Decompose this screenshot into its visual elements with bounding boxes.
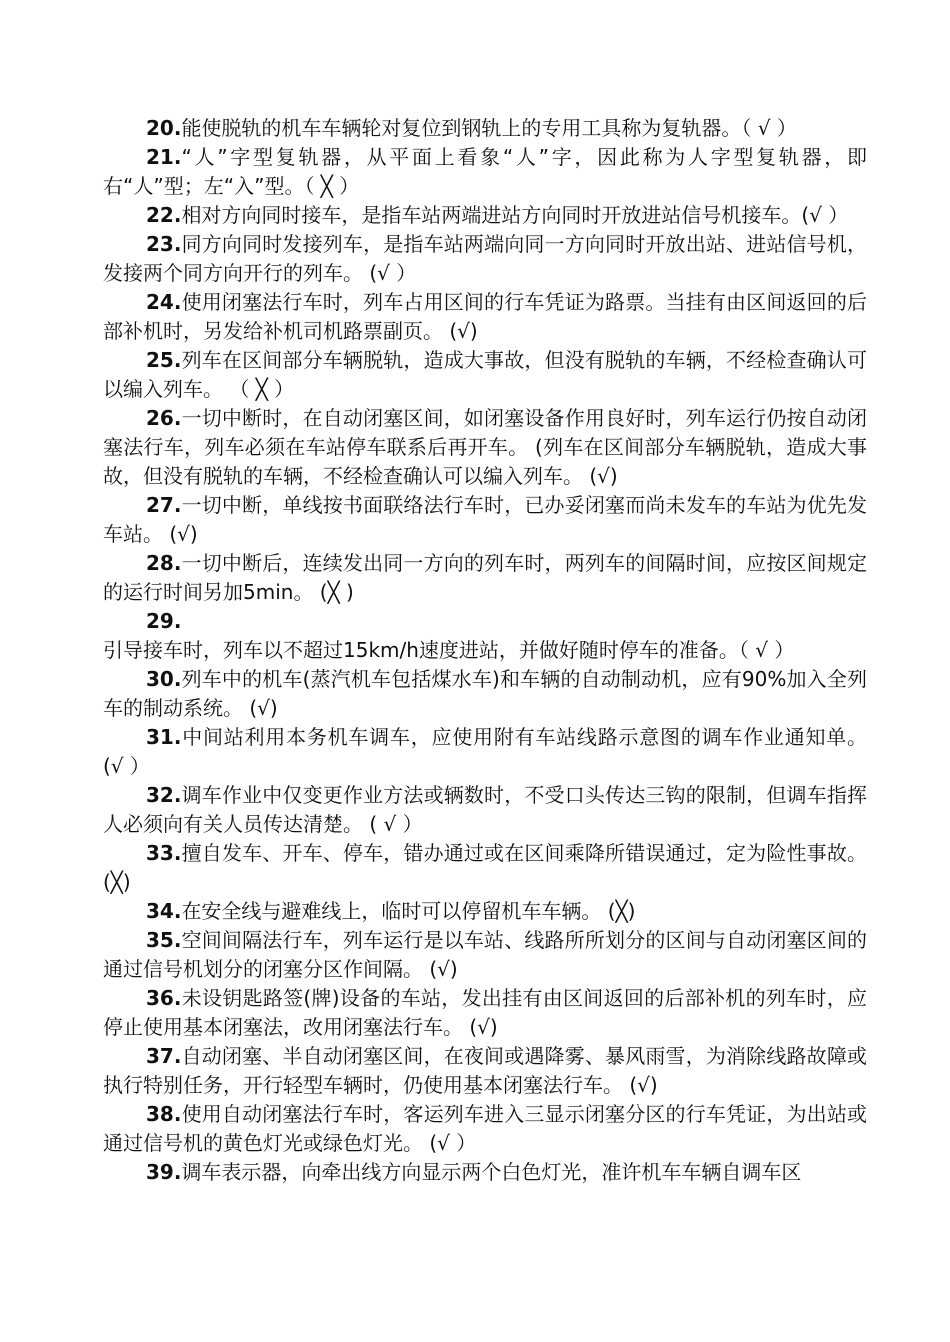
item-text: 同方向同时发接列车，是指车站两端向同一方向同时开放出站、进站信号机，发接两个同方向开行的列车。 (√ ） xyxy=(103,232,867,285)
list-item xyxy=(103,114,867,143)
item-text: 一切中断后，连续发出同一方向的列车时，两列车的间隔时间，应按区间规定的运行时间另加5min。 (╳ ) xyxy=(103,551,867,604)
item-number: 27. xyxy=(146,493,182,517)
item-number: 22. xyxy=(146,203,182,227)
item-text: 列车中的机车(蒸汽机车包括煤水车)和车辆的自动制动机，应有90%加入全列车的制动系统。 (√) xyxy=(103,667,867,720)
item-number: 30. xyxy=(146,667,182,691)
item-text: 自动闭塞、半自动闭塞区间，在夜间或遇降雾、暴风雨雪，为消除线路故障或执行特别任务，开行轻型车辆时，仍使用基本闭塞法行车。 (√) xyxy=(103,1044,867,1097)
item-number: 26. xyxy=(146,406,182,430)
item-text: 相对方向同时接车，是指车站两端进站方向同时开放进站信号机接车。(√ ） xyxy=(181,203,849,227)
item-number: 38. xyxy=(146,1102,182,1126)
item-number: 39. xyxy=(146,1160,182,1184)
item-number: 33. xyxy=(146,841,182,865)
item-number: 34. xyxy=(146,899,182,923)
item-text: 调车表示器，向牵出线方向显示两个白色灯光，准许机车车辆自调车区 xyxy=(181,1160,802,1184)
item-text: “人”字型复轨器，从平面上看象“人”字，因此称为人字型复轨器，即右“人”型；左“入”型。（ ╳ ） xyxy=(103,145,867,198)
item-number: 32. xyxy=(146,783,182,807)
item-number: 24. xyxy=(146,290,182,314)
item-number: 37. xyxy=(146,1044,182,1068)
item-text: 擅自发车、开车、停车，错办通过或在区间乘降所错误通过，定为险性事故。 (╳) xyxy=(103,841,867,894)
item-number: 28. xyxy=(146,551,182,575)
item-text: 在安全线与避难线上，临时可以停留机车车辆。 (╳) xyxy=(181,899,636,923)
list-item xyxy=(103,230,867,288)
item-text: 中间站利用本务机车调车，应使用附有车站线路示意图的调车作业通知单。 (√ ） xyxy=(103,725,867,778)
list-item xyxy=(103,491,867,549)
list-item xyxy=(103,346,867,404)
list-item xyxy=(103,781,867,839)
item-text: 空间间隔法行车，列车运行是以车站、线路所所划分的区间与自动闭塞区间的通过信号机划分的闭塞分区作间隔。 (√) xyxy=(103,928,867,981)
item-text: 使用自动闭塞法行车时，客运列车进入三显示闭塞分区的行车凭证，为出站或通过信号机的黄色灯光或绿色灯光。 (√ ） xyxy=(103,1102,867,1155)
list-item xyxy=(103,143,867,201)
document-page xyxy=(103,114,867,1187)
item-text: 列车在区间部分车辆脱轨，造成大事故，但没有脱轨的车辆，不经检查确认可以编入列车。 （ ╳ ） xyxy=(103,348,867,401)
list-item xyxy=(103,607,867,665)
list-item xyxy=(103,549,867,607)
item-text: 一切中断时，在自动闭塞区间，如闭塞设备作用良好时，列车运行仍按自动闭塞法行车，列车必须在车站停车联系后再开车。 (列车在区间部分车辆脱轨，造成大事故，但没有脱轨的车辆，不经检查确认可以编入列车。 (√) xyxy=(103,406,867,488)
item-text: 引导接车时，列车以不超过15km/h速度进站，并做好随时停车的准备。（ √ ） xyxy=(103,638,795,662)
list-item xyxy=(103,201,867,230)
item-number: 25. xyxy=(146,348,182,372)
list-item xyxy=(103,1042,867,1100)
list-item xyxy=(103,665,867,723)
item-number: 21. xyxy=(146,145,182,169)
item-number: 35. xyxy=(146,928,182,952)
list-item xyxy=(103,897,867,926)
item-text: 一切中断，单线按书面联络法行车时，已办妥闭塞而尚未发车的车站为优先发车站。 (√) xyxy=(103,493,867,546)
list-item xyxy=(103,1158,867,1187)
item-number: 23. xyxy=(146,232,182,256)
item-text: 使用闭塞法行车时，列车占用区间的行车凭证为路票。当挂有由区间返回的后部补机时，另发给补机司机路票副页。 (√) xyxy=(103,290,867,343)
item-number: 31. xyxy=(146,725,182,749)
list-item xyxy=(103,404,867,491)
item-text: 能使脱轨的机车车辆轮对复位到钢轨上的专用工具称为复轨器。（ √ ） xyxy=(181,116,797,140)
item-text: 未设钥匙路签(牌)设备的车站，发出挂有由区间返回的后部补机的列车时，应停止使用基本闭塞法，改用闭塞法行车。 (√) xyxy=(103,986,867,1039)
item-number: 20. xyxy=(146,116,182,140)
list-item xyxy=(103,723,867,781)
item-number: 36. xyxy=(146,986,182,1010)
list-item xyxy=(103,288,867,346)
list-item xyxy=(103,1100,867,1158)
item-text: 调车作业中仅变更作业方法或辆数时，不受口头传达三钩的限制，但调车指挥人必须向有关人员传达清楚。 ( √ ） xyxy=(103,783,867,836)
list-item xyxy=(103,926,867,984)
item-number: 29. xyxy=(146,609,182,633)
list-item xyxy=(103,984,867,1042)
list-item xyxy=(103,839,867,897)
